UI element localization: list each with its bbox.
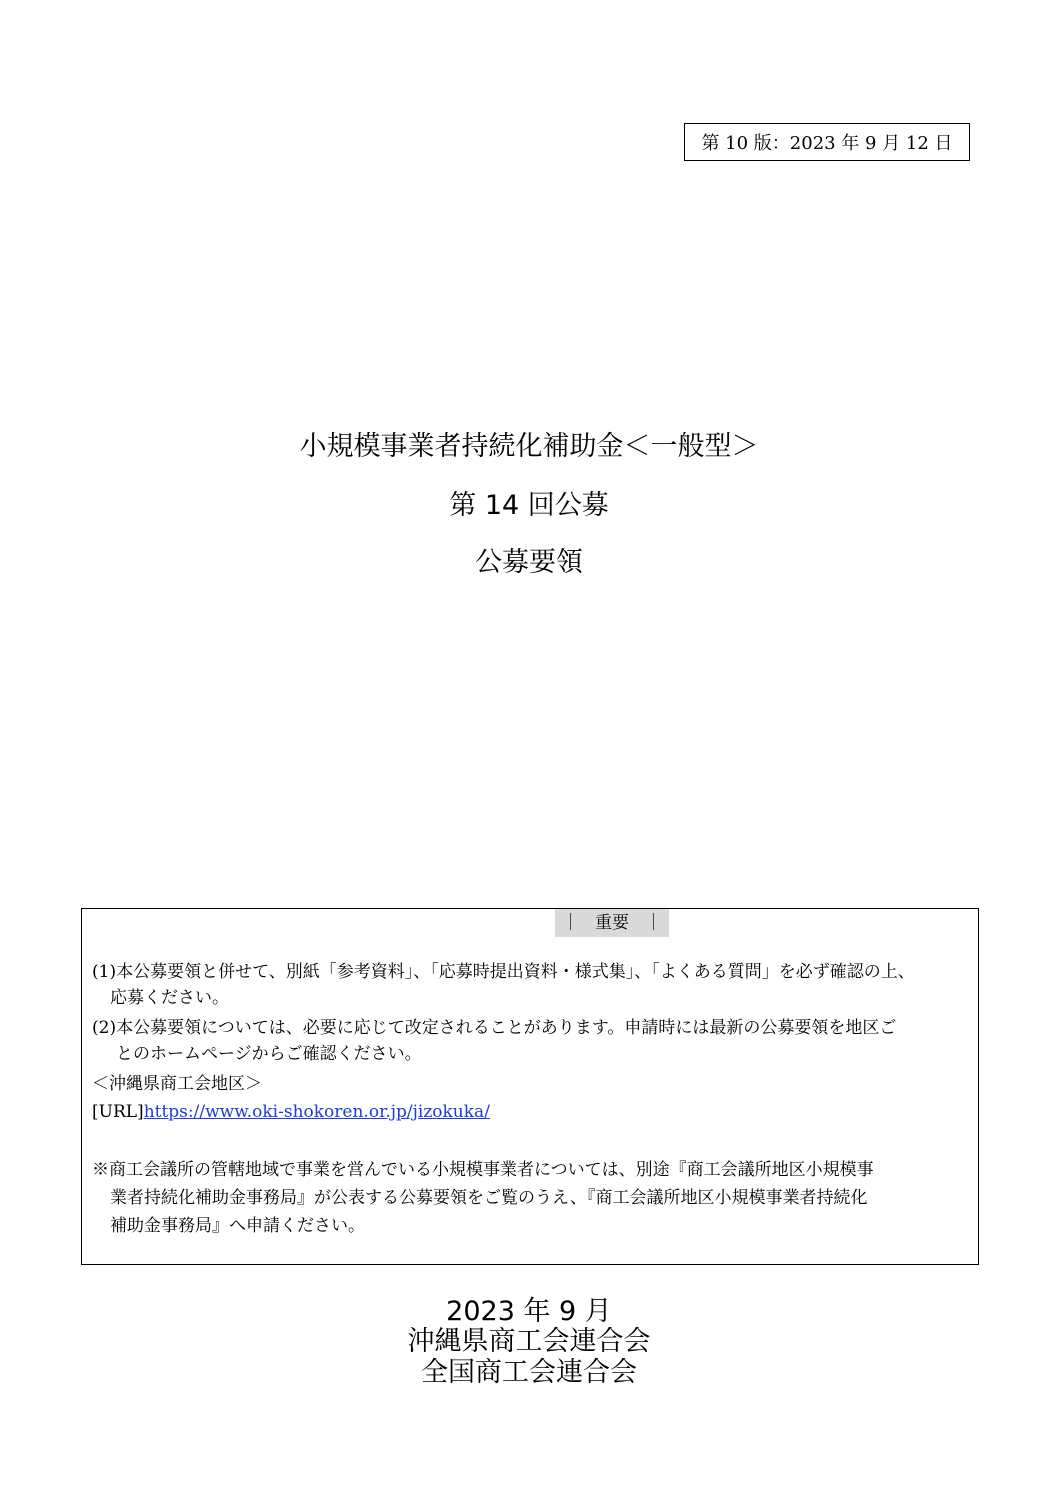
footer-org-2: 全国商工会連合会: [421, 1357, 637, 1388]
notice-note-line-2: 業者持続化補助金事務局』が公表する公募要領をご覧のうえ、『商工会議所地区小規模事業者持続化: [110, 1188, 868, 1208]
heading-bar-right: ｜: [645, 913, 662, 933]
heading-bar-left: ｜: [562, 913, 579, 933]
notice-note-line-3: 補助金事務局』へ申請ください。: [110, 1216, 365, 1236]
document-title: 小規模事業者持続化補助金＜一般型＞: [299, 431, 759, 462]
version-text: 第 10 版：2023 年 9 月 12 日: [701, 133, 953, 154]
url-prefix: [URL]: [92, 1102, 144, 1122]
notice-item-2-line-1: (2)本公募要領については、必要に応じて改定されることがあります。申請時には最新の公募要領を地区ご: [92, 1018, 897, 1038]
homepage-link[interactable]: https://www.oki-shokoren.or.jp/jizokuka/: [143, 1102, 490, 1122]
document-subtitle: 公募要領: [475, 547, 583, 578]
notice-note-line-1: ※商工会議所の管轄地域で事業を営んでいる小規模事業者については、別途『商工会議所地区小規模事: [92, 1160, 874, 1180]
notice-heading-label: 重要: [595, 913, 629, 933]
notice-item-1-line-2: 応募ください。: [110, 988, 229, 1008]
notice-item-2-line-2: とのホームページからご確認ください。: [116, 1044, 422, 1064]
footer-org-1: 沖縄県商工会連合会: [407, 1326, 651, 1357]
important-notice-box: [81, 908, 979, 1265]
document-round: 第 14 回公募: [449, 490, 609, 521]
notice-url-line: [92, 1099, 490, 1125]
version-label: [684, 123, 970, 161]
notice-region: ＜沖縄県商工会地区＞: [92, 1074, 262, 1094]
notice-heading: [555, 909, 669, 937]
notice-item-1-line-1: (1)本公募要領と併せて、別紙「参考資料」、「応募時提出資料・様式集」、「よくある質問」を必ず確認の上、: [92, 962, 915, 982]
footer-date: 2023 年 9 月: [446, 1296, 612, 1327]
